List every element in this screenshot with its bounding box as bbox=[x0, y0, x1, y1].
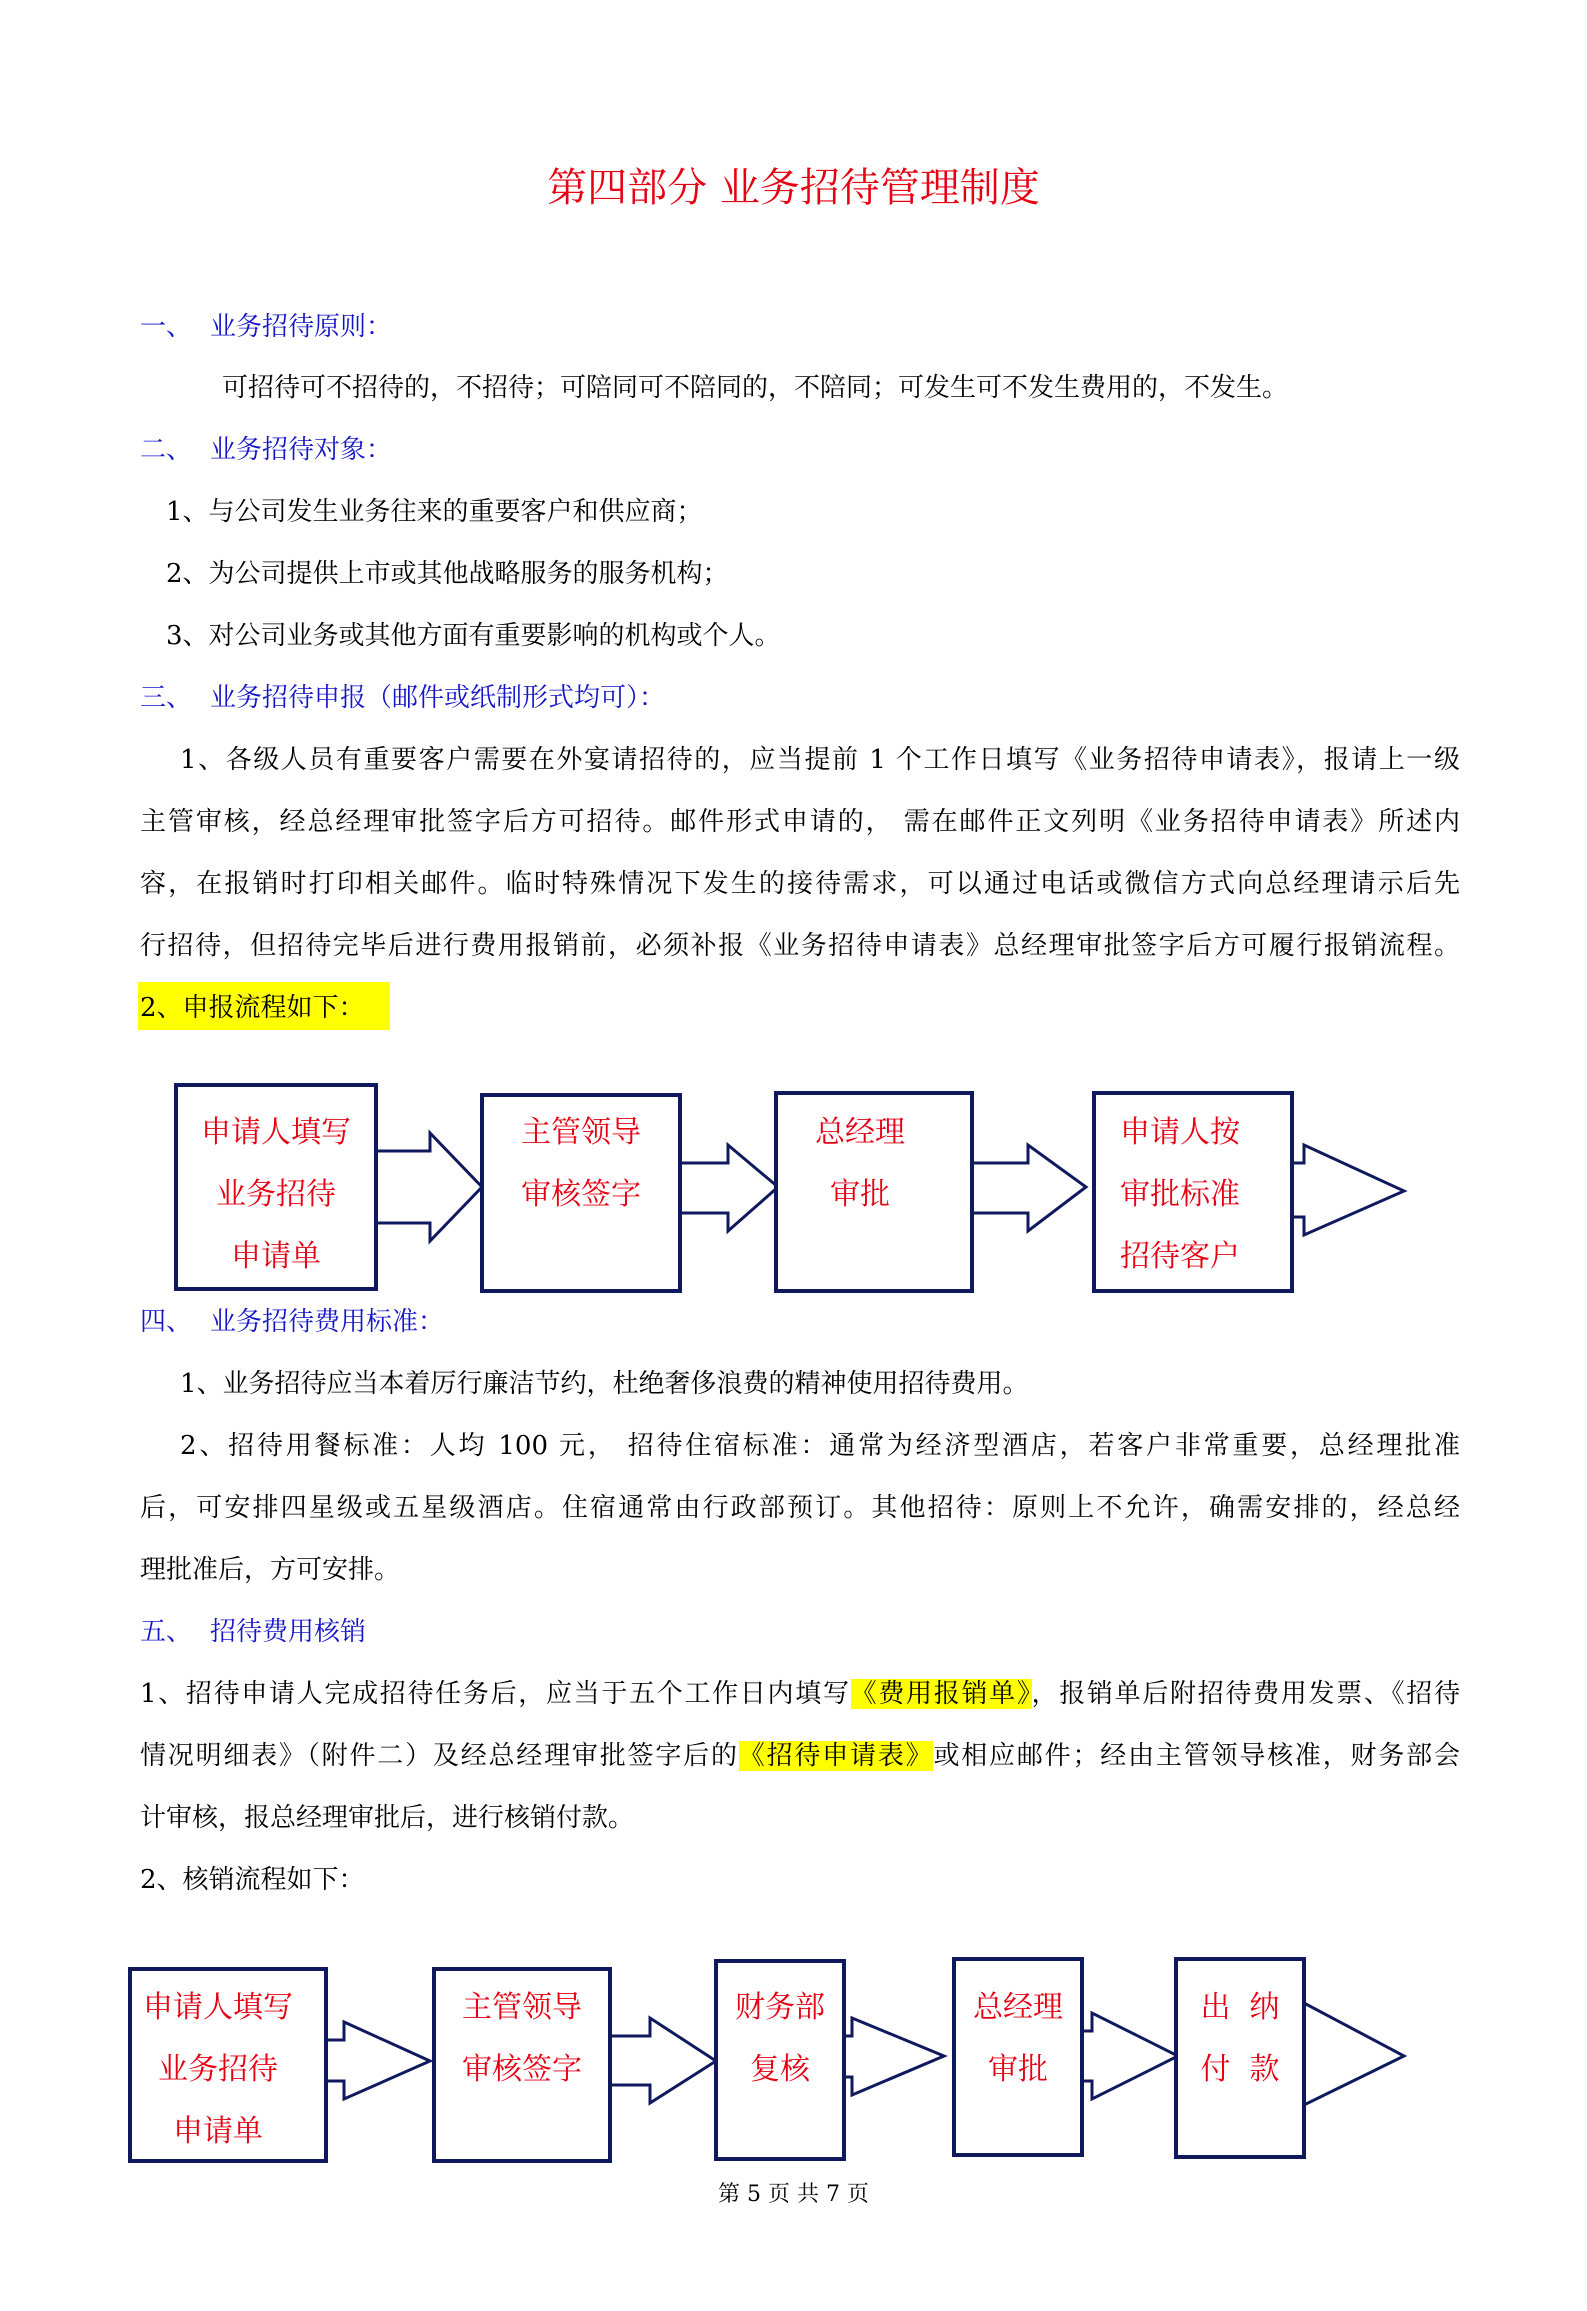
highlighted-form-name: 《招待申请表》 bbox=[738, 1741, 934, 1771]
text-run: 1、招待申请人完成招待任务后，应当于五个工作日内填写 bbox=[140, 1679, 851, 1709]
section-3-paragraph-line: 行招待，但招待完毕后进行费用报销前，必须补报《业务招待申请表》总经理审批签字后方可履行报销流程。 bbox=[140, 931, 1460, 961]
flow-step-text: 出 纳 bbox=[1200, 1990, 1280, 2025]
flow-step-text: 业务招待 bbox=[216, 1177, 336, 1212]
text-run: 情况明细表》（附件二）及经总经理审批签字后的 bbox=[140, 1741, 739, 1771]
section-4-paragraph-line: 2、招待用餐标准：人均 100 元， 招待住宿标准：通常为经济型酒店，若客户非常重要，总经理批准 bbox=[180, 1431, 1460, 1461]
section-1-number: 一、 bbox=[140, 312, 193, 342]
section-4-paragraph-line: 理批准后，方可安排。 bbox=[140, 1555, 401, 1585]
flow-step-text: 总经理 bbox=[815, 1115, 905, 1150]
section-1-text: 可招待可不招待的，不招待；可陪同可不陪同的，不陪同；可发生可不发生费用的，不发生。 bbox=[222, 373, 1289, 403]
section-5-number: 五、 bbox=[140, 1617, 193, 1647]
flow-step-text: 付 款 bbox=[1200, 2052, 1280, 2087]
highlighted-form-name: 《费用报销单》 bbox=[850, 1679, 1032, 1709]
flow-step-text: 审批标准 bbox=[1120, 1177, 1240, 1212]
flow-arrow bbox=[1292, 1145, 1404, 1235]
page-title: 第四部分 业务招待管理制度 bbox=[547, 165, 1040, 211]
text-run: ，报销单后附招待费用发票、《招待 bbox=[1031, 1679, 1460, 1709]
text-run: 或相应邮件；经由主管领导核准，财务部会 bbox=[933, 1741, 1460, 1771]
flow-step-text: 申请人填写 bbox=[201, 1115, 351, 1150]
flow-arrow bbox=[610, 2018, 716, 2103]
application-flowchart bbox=[0, 1075, 1587, 1295]
reimbursement-flowchart bbox=[0, 1945, 1587, 2170]
flow-arrow bbox=[844, 2018, 944, 2095]
flow-arrow bbox=[1082, 2013, 1178, 2099]
section-3-paragraph-line: 主管审核，经总经理审批签字后方可招待。邮件形式申请的， 需在邮件正文列明《业务招待申请表》所述内 bbox=[140, 807, 1460, 837]
flow-arrow bbox=[972, 1145, 1086, 1231]
section-3-paragraph-line: 1、各级人员有重要客户需要在外宴请招待的，应当提前 1 个工作日填写《业务招待申请表》，报请上一级 bbox=[180, 745, 1460, 775]
section-2-item: 1、与公司发生业务往来的重要客户和供应商； bbox=[166, 497, 703, 527]
flow-step-text: 总经理 bbox=[973, 1990, 1063, 2025]
flow-arrow bbox=[326, 2022, 430, 2099]
section-5-paragraph-line bbox=[140, 1674, 1460, 1714]
section-3-paragraph-line: 容，在报销时打印相关邮件。临时特殊情况下发生的接待需求，可以通过电话或微信方式向总经理请示后先 bbox=[140, 869, 1460, 899]
flow-step-text: 主管领导 bbox=[462, 1990, 582, 2025]
section-5-title: 招待费用核销 bbox=[210, 1617, 367, 1647]
section-4-paragraph-line: 后，可安排四星级或五星级酒店。住宿通常由行政部预订。其他招待：原则上不允许，确需安排的，经总经 bbox=[140, 1493, 1460, 1523]
flow-step-text: 审批 bbox=[830, 1177, 890, 1212]
section-2-title: 业务招待对象： bbox=[210, 435, 393, 465]
section-4-number: 四、 bbox=[140, 1307, 193, 1337]
section-3-heading bbox=[140, 678, 1460, 718]
section-5-paragraph-line bbox=[140, 1736, 1460, 1776]
section-3-number: 三、 bbox=[140, 683, 193, 713]
flow-step-text: 审核签字 bbox=[521, 1177, 641, 1212]
flow-step-text: 申请单 bbox=[231, 1239, 321, 1274]
flow-step-text: 业务招待 bbox=[158, 2052, 278, 2087]
flow-arrow bbox=[680, 1145, 778, 1231]
section-2-heading bbox=[140, 430, 1460, 470]
section-5-flow-label: 2、核销流程如下： bbox=[140, 1865, 365, 1895]
flow-step-text: 申请人按 bbox=[1120, 1115, 1240, 1150]
section-5-paragraph-line: 计审核，报总经理审批后，进行核销付款。 bbox=[140, 1803, 635, 1833]
section-3-title: 业务招待申报（邮件或纸制形式均可）： bbox=[210, 683, 666, 713]
section-5-heading bbox=[140, 1612, 1460, 1652]
flow-step-text: 招待客户 bbox=[1120, 1239, 1240, 1274]
section-4-heading bbox=[140, 1302, 1460, 1342]
flow-step-text: 申请人填写 bbox=[143, 1990, 293, 2025]
section-2-number: 二、 bbox=[140, 435, 193, 465]
section-4-text: 1、业务招待应当本着厉行廉洁节约，杜绝奢侈浪费的精神使用招待费用。 bbox=[180, 1369, 1029, 1399]
section-4-title: 业务招待费用标准： bbox=[210, 1307, 445, 1337]
section-2-item: 3、对公司业务或其他方面有重要影响的机构或个人。 bbox=[166, 621, 781, 651]
section-3-flow-label: 2、申报流程如下： bbox=[140, 993, 365, 1023]
flow-step-text: 审批 bbox=[988, 2052, 1048, 2087]
flow-step-text: 复核 bbox=[750, 2052, 810, 2087]
flow-step-text: 审核签字 bbox=[462, 2052, 582, 2087]
flow-step-text: 申请单 bbox=[173, 2114, 263, 2149]
flow-arrow bbox=[1304, 2003, 1404, 2105]
page-footer: 第 5 页 共 7 页 bbox=[718, 2182, 869, 2207]
flow-step-text: 主管领导 bbox=[521, 1115, 641, 1150]
flow-step-text: 财务部 bbox=[735, 1990, 825, 2025]
section-1-title: 业务招待原则： bbox=[210, 312, 393, 342]
flow-arrow bbox=[376, 1133, 482, 1241]
section-2-item: 2、为公司提供上市或其他战略服务的服务机构； bbox=[166, 559, 729, 589]
section-1-heading bbox=[140, 307, 1460, 347]
